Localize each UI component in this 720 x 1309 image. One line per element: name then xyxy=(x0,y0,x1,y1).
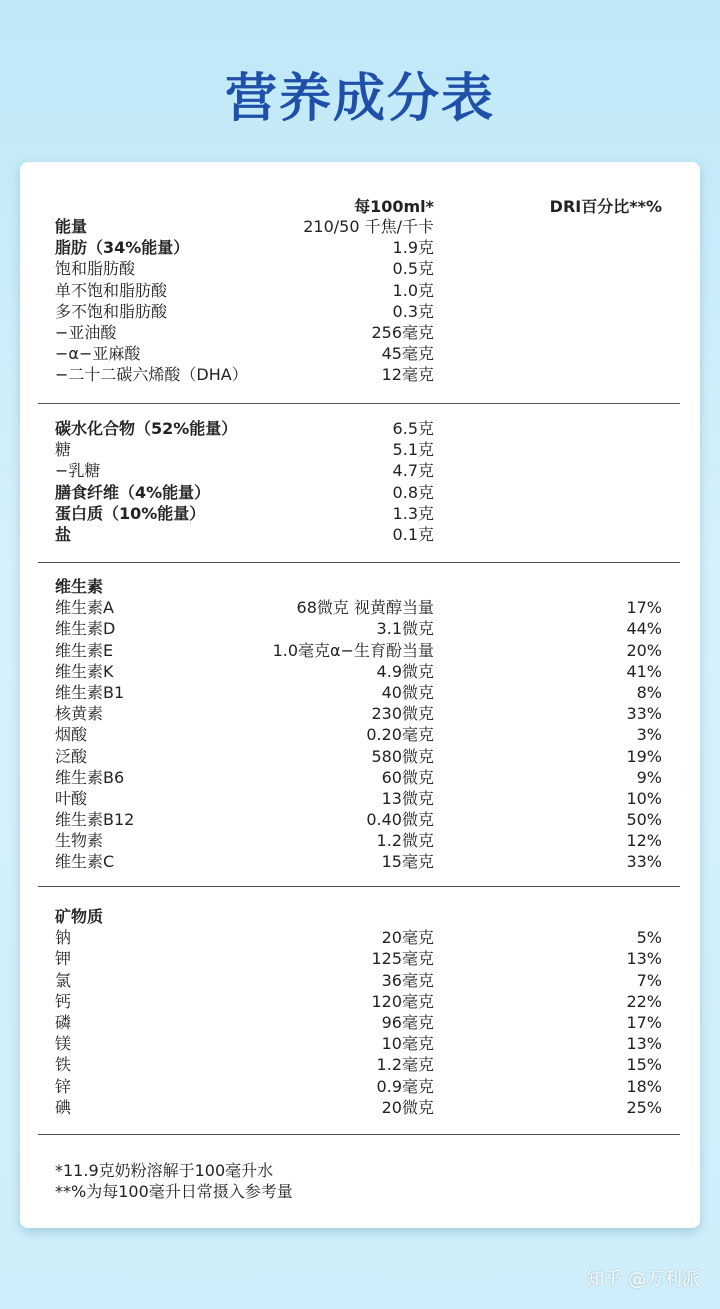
nutrient-name: 铁 xyxy=(55,1055,72,1075)
nutrient-value: 0.5克 xyxy=(392,259,434,279)
nutrient-value: 10毫克 xyxy=(381,1034,434,1054)
nutrient-dri: 7% xyxy=(636,970,662,990)
table-row xyxy=(0,703,720,724)
nutrient-name: 蛋白质（10%能量） xyxy=(55,503,206,523)
page-title: 营养成分表 xyxy=(224,69,495,129)
nutrient-name: 矿物质 xyxy=(55,907,104,926)
nutrient-value: 3.1微克 xyxy=(376,619,434,639)
section-carbs xyxy=(0,418,720,545)
nutrient-name: 维生素B6 xyxy=(55,767,125,787)
nutrient-name: 镁 xyxy=(55,1034,72,1054)
table-row xyxy=(0,970,720,991)
table-row xyxy=(0,991,720,1012)
nutrient-name: −乳糖 xyxy=(55,461,101,481)
nutrient-name: −亚油酸 xyxy=(55,322,117,342)
nutrient-name: 多不饱和脂肪酸 xyxy=(55,301,168,321)
nutrient-dri: 33% xyxy=(626,852,662,872)
section-fat xyxy=(0,216,720,386)
nutrient-name: 脂肪（34%能量） xyxy=(55,238,190,258)
nutrient-name: 泛酸 xyxy=(55,746,88,766)
nutrient-name: 磷 xyxy=(55,1012,72,1032)
table-row xyxy=(0,460,720,481)
footnotes xyxy=(55,1160,293,1202)
nutrient-name: 膳食纤维（4%能量） xyxy=(55,482,211,502)
table-row xyxy=(0,322,720,343)
divider xyxy=(38,403,680,404)
nutrient-name: −α−亚麻酸 xyxy=(55,344,141,364)
nutrient-name: 氯 xyxy=(55,970,72,990)
nutrient-name: 核黄素 xyxy=(55,704,104,724)
table-row xyxy=(0,1033,720,1054)
nutrient-value: 230微克 xyxy=(371,704,434,724)
nutrient-name: 生物素 xyxy=(55,831,104,851)
nutrient-value: 96毫克 xyxy=(381,1012,434,1032)
nutrient-dri: 41% xyxy=(626,661,662,681)
nutrient-dri: 5% xyxy=(636,928,662,948)
nutrient-dri: 8% xyxy=(636,682,662,702)
table-row xyxy=(0,237,720,258)
nutrient-name: 盐 xyxy=(55,524,72,544)
divider xyxy=(38,562,680,563)
nutrient-value: 1.2微克 xyxy=(376,831,434,851)
nutrient-name: 糖 xyxy=(55,440,72,460)
table-row xyxy=(0,948,720,969)
table-row xyxy=(0,280,720,301)
nutrient-value: 580微克 xyxy=(371,746,434,766)
nutrient-dri: 18% xyxy=(626,1076,662,1096)
nutrient-value: 40微克 xyxy=(381,682,434,702)
table-row xyxy=(0,767,720,788)
table-row xyxy=(0,258,720,279)
nutrient-dri: 44% xyxy=(626,619,662,639)
table-row xyxy=(0,906,720,927)
nutrient-value: 45毫克 xyxy=(381,344,434,364)
table-row xyxy=(0,682,720,703)
nutrient-dri: 20% xyxy=(626,640,662,660)
nutrient-name: 单不饱和脂肪酸 xyxy=(55,280,168,300)
section-vitamins xyxy=(0,576,720,873)
table-row xyxy=(0,1054,720,1075)
nutrient-value: 12毫克 xyxy=(381,365,434,385)
nutrient-name: 维生素C xyxy=(55,852,115,872)
table-row xyxy=(0,418,720,439)
nutrient-value: 125毫克 xyxy=(371,949,434,969)
table-row xyxy=(0,482,720,503)
nutrient-value: 1.9克 xyxy=(392,238,434,258)
nutrient-value: 13微克 xyxy=(381,788,434,808)
nutrient-dri: 15% xyxy=(626,1055,662,1075)
divider xyxy=(38,1134,680,1135)
nutrient-name: 锌 xyxy=(55,1076,72,1096)
nutrient-name: 维生素B12 xyxy=(55,810,135,830)
table-row xyxy=(0,364,720,385)
table-row xyxy=(0,618,720,639)
table-row xyxy=(0,809,720,830)
nutrient-dri: 25% xyxy=(626,1097,662,1117)
nutrient-value: 0.1克 xyxy=(392,524,434,544)
nutrient-dri: 50% xyxy=(626,810,662,830)
nutrient-dri: 13% xyxy=(626,1034,662,1054)
nutrient-name: 碳水化合物（52%能量） xyxy=(55,419,238,438)
nutrient-name: 叶酸 xyxy=(55,788,88,808)
nutrient-dri: 13% xyxy=(626,949,662,969)
nutrient-dri: 3% xyxy=(636,725,662,745)
nutrient-dri: 19% xyxy=(626,746,662,766)
nutrient-value: 5.1克 xyxy=(392,440,434,460)
table-row xyxy=(0,724,720,745)
nutrient-value: 0.3克 xyxy=(392,301,434,321)
nutrient-dri: 17% xyxy=(626,598,662,618)
nutrient-value: 120毫克 xyxy=(371,991,434,1011)
nutrient-name: 钾 xyxy=(55,949,72,969)
divider xyxy=(38,886,680,887)
nutrient-value: 68微克 视黄醇当量 xyxy=(296,598,434,618)
table-row xyxy=(0,343,720,364)
nutrient-dri: 10% xyxy=(626,788,662,808)
footnote: **%为每100毫升日常摄入参考量 xyxy=(55,1182,293,1201)
nutrient-value: 256毫克 xyxy=(371,322,434,342)
table-row xyxy=(0,439,720,460)
table-row xyxy=(0,927,720,948)
nutrient-value: 0.9毫克 xyxy=(376,1076,434,1096)
nutrient-value: 0.20毫克 xyxy=(366,725,434,745)
nutrient-value: 1.0克 xyxy=(392,280,434,300)
nutrient-name: 维生素A xyxy=(55,598,114,618)
table-row xyxy=(0,746,720,767)
nutrient-name: 维生素B1 xyxy=(55,682,125,702)
nutrient-name: 维生素D xyxy=(55,619,116,639)
table-row xyxy=(0,640,720,661)
table-row xyxy=(0,1076,720,1097)
nutrient-dri: 9% xyxy=(636,767,662,787)
nutrient-value: 1.0毫克α−生育酚当量 xyxy=(272,640,434,660)
nutrient-value: 0.8克 xyxy=(392,482,434,502)
nutrient-value: 15毫克 xyxy=(381,852,434,872)
table-header xyxy=(0,194,720,216)
nutrient-name: 烟酸 xyxy=(55,725,88,745)
table-row xyxy=(0,830,720,851)
nutrient-value: 1.2毫克 xyxy=(376,1055,434,1075)
nutrient-name: 维生素E xyxy=(55,640,114,660)
section-minerals xyxy=(0,906,720,1118)
per100-header: 每100ml* xyxy=(354,197,434,216)
table-row xyxy=(0,1012,720,1033)
footnote: *11.9克奶粉溶解于100毫升水 xyxy=(55,1161,274,1180)
nutrient-name: 钠 xyxy=(55,928,72,948)
nutrient-dri: 17% xyxy=(626,1012,662,1032)
nutrient-name: 钙 xyxy=(55,991,72,1011)
table-row xyxy=(0,1097,720,1118)
watermark: 知乎 @万利派 xyxy=(586,1269,700,1290)
nutrient-name: 维生素 xyxy=(55,577,104,596)
nutrient-value: 0.40微克 xyxy=(366,810,434,830)
nutrient-value: 20微克 xyxy=(381,1097,434,1117)
nutrient-name: 碘 xyxy=(55,1097,72,1117)
table-row xyxy=(0,524,720,545)
table-row xyxy=(0,597,720,618)
nutrient-dri: 22% xyxy=(626,991,662,1011)
table-row xyxy=(0,576,720,597)
nutrient-value: 1.3克 xyxy=(392,503,434,523)
nutrient-dri: 12% xyxy=(626,831,662,851)
nutrient-value: 36毫克 xyxy=(381,970,434,990)
nutrient-value: 210/50 千焦/千卡 xyxy=(303,217,434,236)
table-row xyxy=(0,788,720,809)
table-row xyxy=(0,661,720,682)
nutrient-name: 维生素K xyxy=(55,661,114,681)
nutrient-dri: 33% xyxy=(626,704,662,724)
dri-header: DRI百分比**% xyxy=(549,197,662,216)
nutrient-value: 60微克 xyxy=(381,767,434,787)
table-row xyxy=(0,851,720,872)
nutrient-name: −二十二碳六烯酸（DHA） xyxy=(55,365,248,385)
nutrient-name: 能量 xyxy=(55,217,88,236)
nutrient-value: 4.7克 xyxy=(392,461,434,481)
nutrient-value: 20毫克 xyxy=(381,928,434,948)
nutrient-name: 饱和脂肪酸 xyxy=(55,259,136,279)
table-row xyxy=(0,216,720,237)
table-row xyxy=(0,503,720,524)
nutrient-value: 4.9微克 xyxy=(376,661,434,681)
nutrient-value: 6.5克 xyxy=(392,419,434,438)
table-row xyxy=(0,301,720,322)
